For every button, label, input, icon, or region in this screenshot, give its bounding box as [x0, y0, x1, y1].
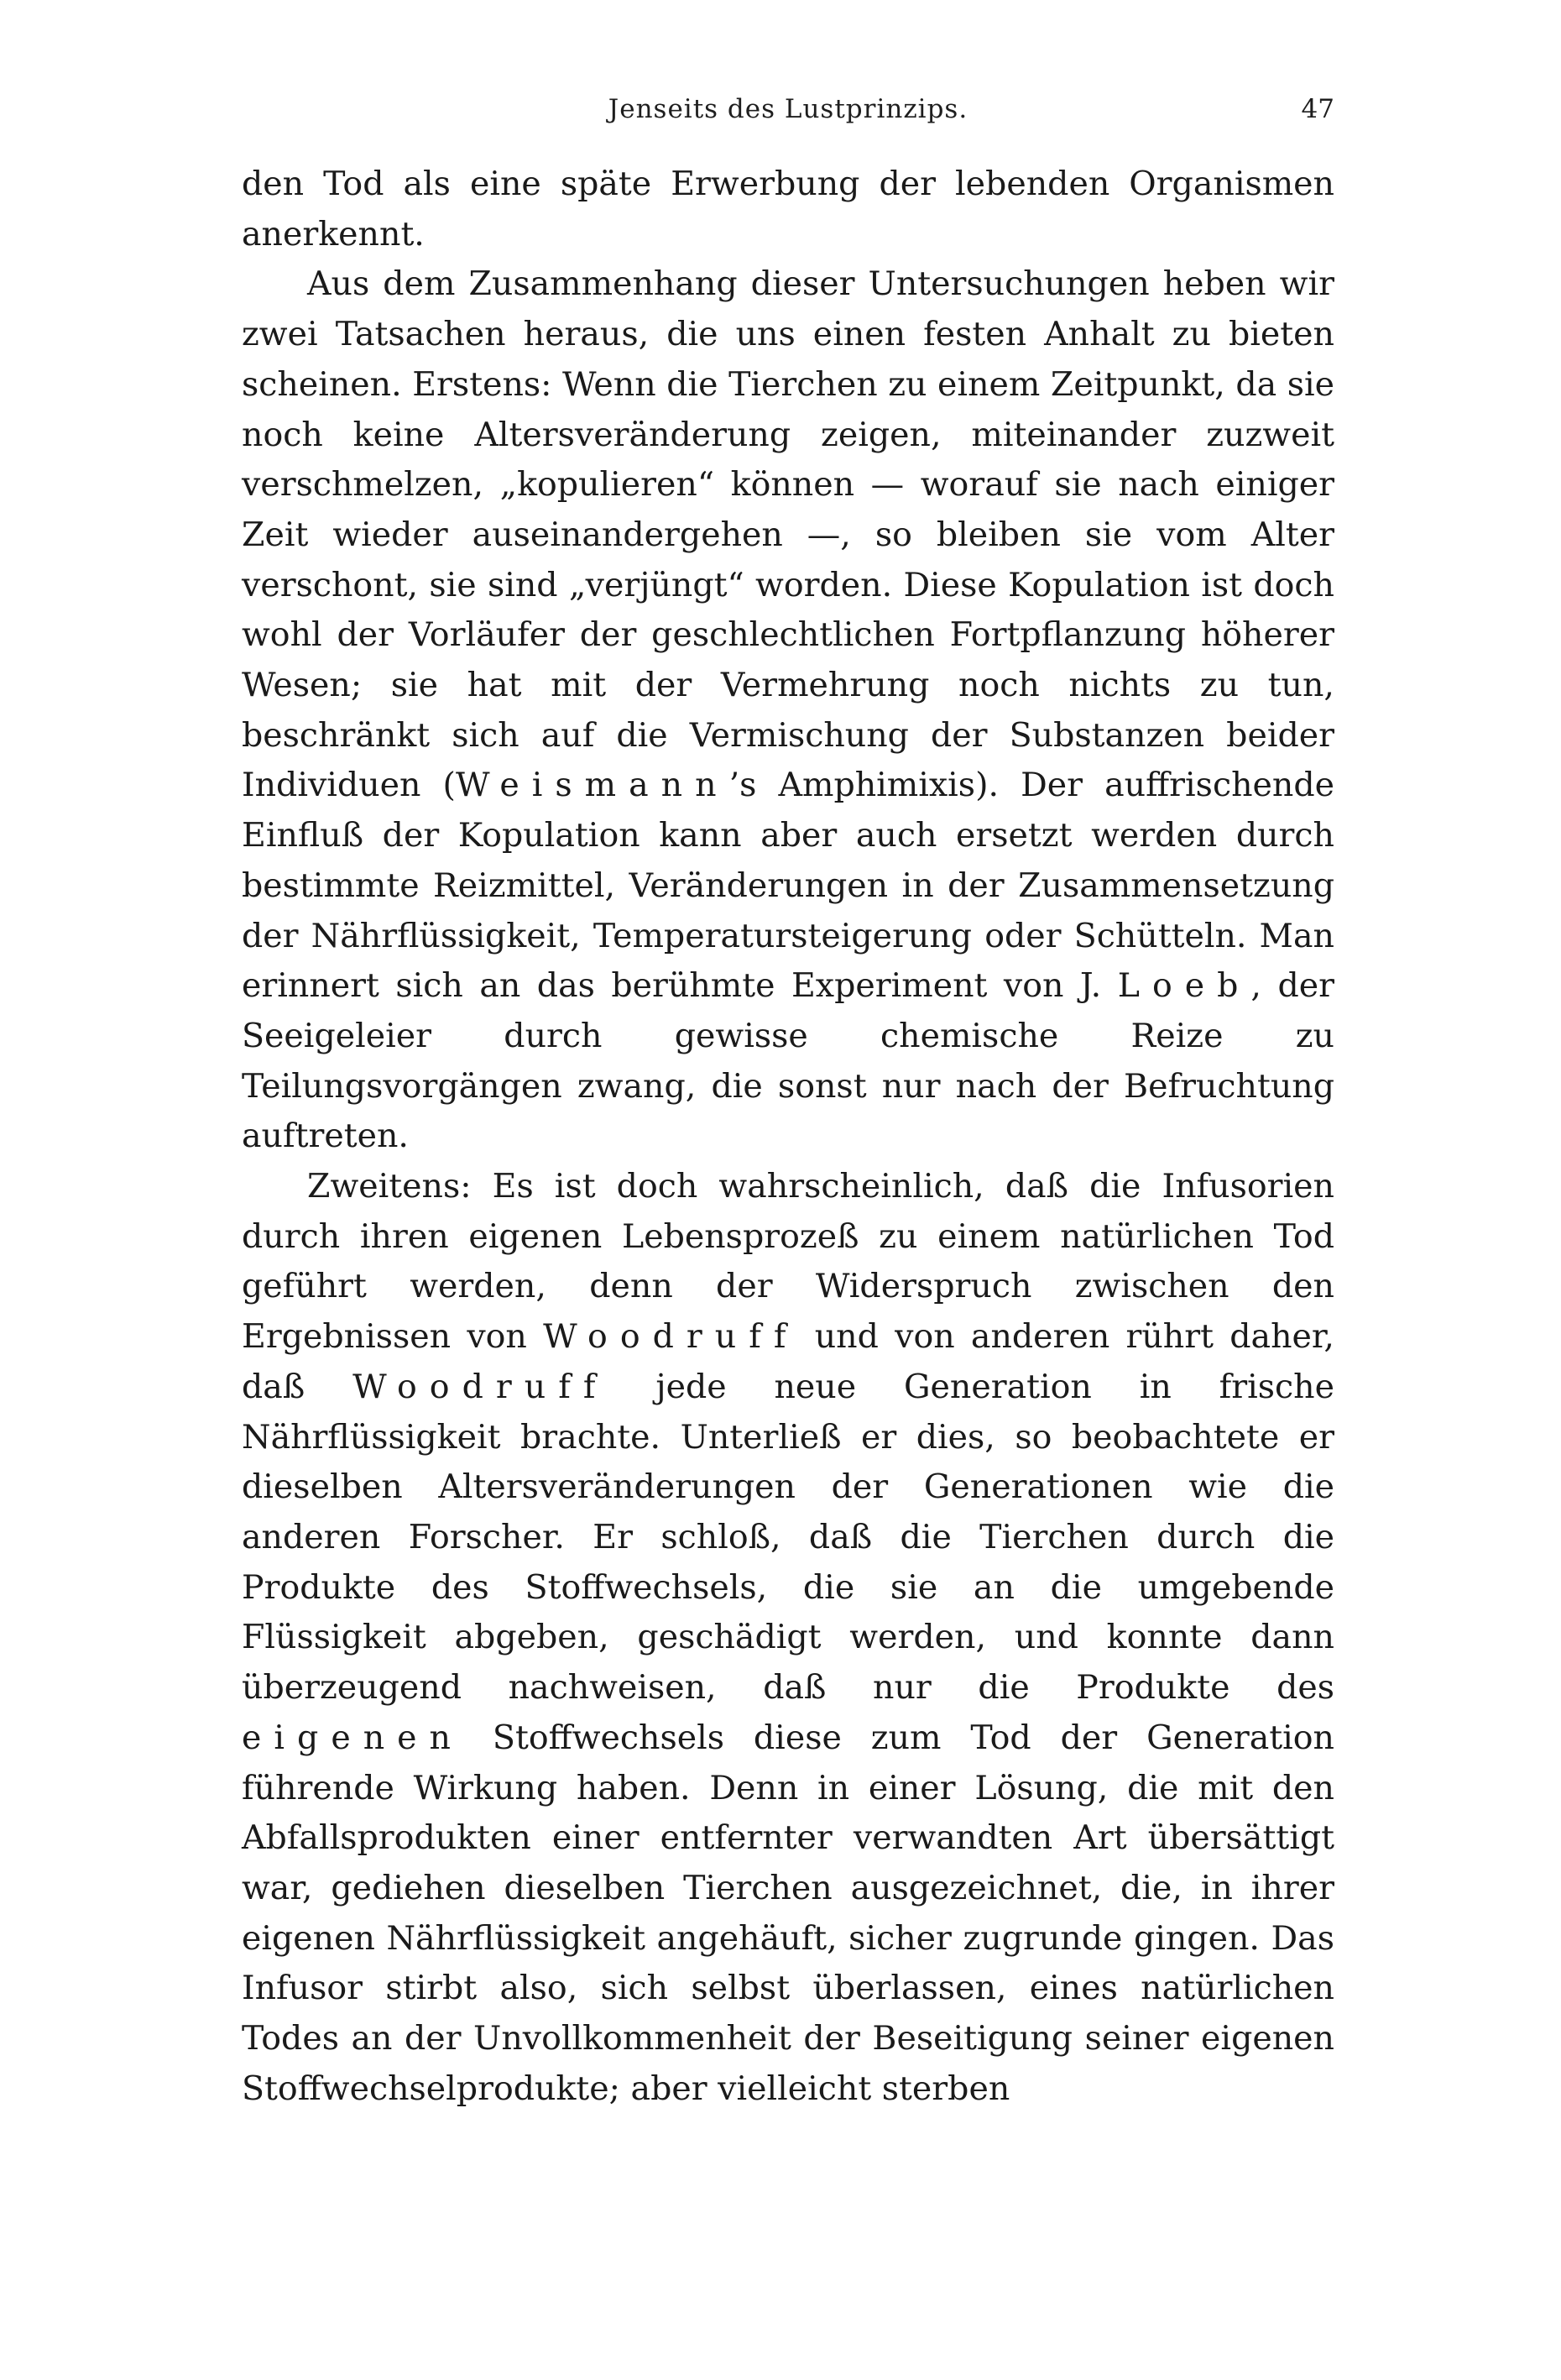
paragraph-3-text-b: und von anderen rührt daher, daß	[242, 1317, 1334, 1406]
paragraph-3-text-a: Zweitens: Es ist doch wahrscheinlich, daß die Infusorien durch ihren eigenen Lebensprozeß zu einem natürlichen Tod geführt werden, denn der Widerspruch zwischen den Ergebnissen von	[242, 1167, 1334, 1357]
name-weismann: Weismann	[455, 766, 729, 805]
page-number: 47	[1301, 94, 1334, 124]
paragraph-1	[242, 160, 1334, 259]
paragraph-3	[242, 1162, 1334, 2114]
paragraph-2-text-a: Aus dem Zusammenhang dieser Untersuchungen heben wir zwei Tatsachen heraus, die uns einen festen Anhalt zu bieten scheinen. Erstens: Wenn die Tierchen zu einem Zeitpunkt, da sie noch keine Altersveränderung zeigen, miteinander zuzweit verschmelzen, „kopulieren“ können — worauf sie nach einiger Zeit wieder auseinandergehen —, so bleiben sie vom Alter verschont, sie sind „verjüngt“ worden. Diese Kopulation ist doch wohl der Vorläufer der geschlechtlichen Fortpflanzung höherer Wesen; sie hat mit der Vermehrung noch nichts zu tun, beschränkt sich auf die Vermischung der Substanzen beider Individuen (	[242, 264, 1334, 805]
paragraph-1-text: den Tod als eine späte Erwerbung der lebenden Organismen anerkennt.	[242, 165, 1334, 254]
running-head-title: Jenseits des Lustprinzips.	[608, 94, 968, 124]
paragraph-2	[242, 259, 1334, 1162]
running-head	[242, 94, 1334, 136]
paragraph-3-text-c: jede neue Generation in frische Nährflüssigkeit brachte. Unterließ er dies, so beobachtete er dieselben Altersveränderungen der Generationen wie die anderen Forscher. Er schloß, daß die Tierchen durch die Produkte des Stoffwechsels, die sie an die umgebende Flüssigkeit abgeben, geschädigt werden, und konnte dann überzeugend nachweisen, daß nur die Produkte des	[242, 1367, 1334, 1708]
name-woodruff-2: Woodruff	[352, 1367, 608, 1406]
body-text	[242, 160, 1334, 2114]
emphasis-eigenen: eigenen	[242, 1718, 463, 1757]
name-loeb: Loeb	[1117, 966, 1251, 1006]
name-woodruff-1: Woodruff	[543, 1317, 799, 1357]
paragraph-3-text-d: Stoffwechsels diese zum Tod der Generation führende Wirkung haben. Denn in einer Lösung, die mit den Abfallsprodukten einer entfernter verwandten Art übersättigt war, gediehen dieselben Tierchen ausgezeichnet, die, in ihrer eigenen Nährflüssigkeit angehäuft, sicher zugrunde gingen. Das Infusor stirbt also, sich selbst überlassen, eines natürlichen Todes an der Unvollkommenheit der Beseitigung seiner eigenen Stoffwechselprodukte; aber vielleicht sterben	[242, 1718, 1334, 2108]
paragraph-2-text-b: ’s Amphimixis). Der auffrischende Einfluß der Kopulation kann aber auch ersetzt werden durch bestimmte Reizmittel, Veränderungen in der Zusammensetzung der Nährflüssigkeit, Temperatursteigerung oder Schütteln. Man erinnert sich an das berühmte Experiment von J.	[242, 766, 1334, 1006]
paragraph-2-text-c: , der Seeigeleier durch gewisse chemische Reize zu Teilungsvorgängen zwang, die sonst nur nach der Befruchtung auftreten.	[242, 966, 1334, 1156]
